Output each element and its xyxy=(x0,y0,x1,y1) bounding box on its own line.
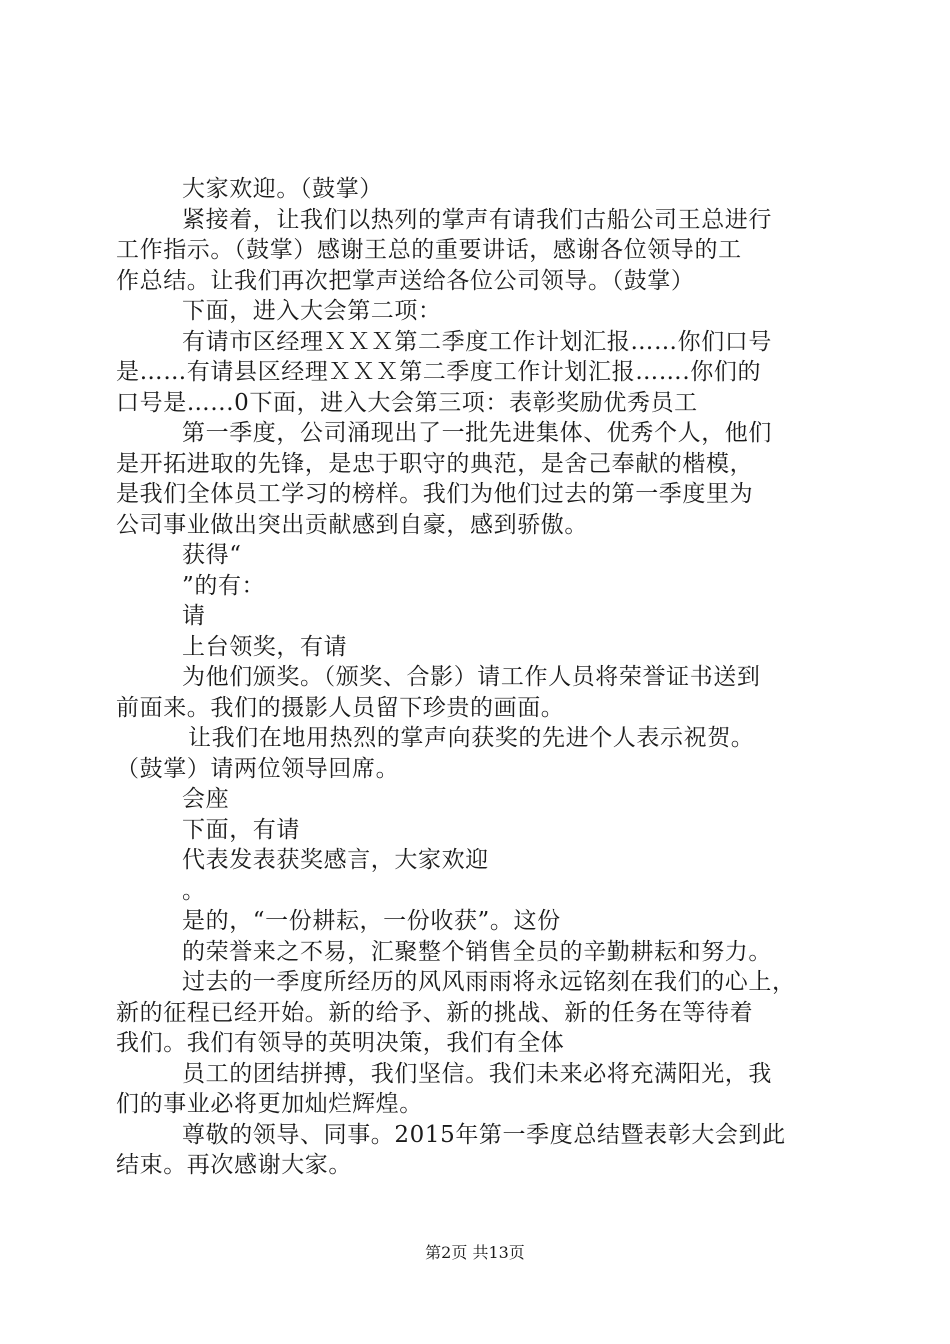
paragraph-line: 尊敬的领导、同事。2015年第一季度总结暨表彰大会到此 xyxy=(182,1121,786,1148)
paragraph-line: 过去的一季度所经历的风风雨雨将永远铭刻在我们的心上， xyxy=(182,969,796,995)
paragraph-line: 的荣誉来之不易，汇聚整个销售全员的辛勤耕耘和努力。 xyxy=(182,938,772,965)
paragraph-line: 代表发表获奖感言，大家欢迎 xyxy=(182,847,489,873)
paragraph-line: 第一季度，公司涌现出了一批先进集体、优秀个人，他们 xyxy=(182,420,772,446)
paragraph-line: 请 xyxy=(182,603,206,629)
paragraph-line: 我们。我们有领导的英明决策，我们有全体 xyxy=(116,1030,565,1056)
page-number-footer: 第2页 共13页 xyxy=(425,1243,525,1262)
paragraph-line: 大家欢迎。（鼓掌） xyxy=(182,176,383,202)
paragraph-line: 上台领奖，有请 xyxy=(182,633,348,660)
paragraph-line: 获得“ xyxy=(182,542,242,568)
document-body xyxy=(116,174,836,1181)
paragraph-line: 公司事业做出突出贡献感到自豪，感到骄傲。 xyxy=(116,511,588,538)
paragraph-line: 为他们颁奖。（颁奖、合影）请工作人员将荣誉证书送到 xyxy=(182,664,761,690)
paragraph-line: 会座 xyxy=(182,786,230,812)
paragraph-line: 口号是…...0下面，进入大会第三项：表彰奖励优秀员工 xyxy=(116,389,698,416)
paragraph-line: 是……有请县区经理ＸＸＸ第二季度工作计划汇报…….你们的 xyxy=(116,359,762,385)
paragraph-line: 前面来。我们的摄影人员留下珍贵的画面。 xyxy=(116,694,565,721)
paragraph-line: 是开拓进取的先锋，是忠于职守的典范，是舍己奉献的楷模， xyxy=(116,450,754,477)
paragraph-line: 工作指示。（鼓掌）感谢王总的重要讲话，感谢各位领导的工 xyxy=(116,237,742,263)
paragraph-line: （鼓掌）请两位领导回席。 xyxy=(116,755,400,782)
paragraph-line: 。 xyxy=(182,877,206,904)
paragraph-line: 作总结。让我们再次把掌声送给各位公司领导。（鼓掌） xyxy=(116,267,695,294)
paragraph-line: 是我们全体员工学习的榜样。我们为他们过去的第一季度里为 xyxy=(116,481,754,507)
paragraph-line: 紧接着，让我们以热列的掌声有请我们古船公司王总进行 xyxy=(182,206,772,233)
paragraph-line: 下面，进入大会第二项： xyxy=(182,298,442,324)
paragraph-line: 员工的团结拼搏，我们坚信。我们未来必将充满阳光，我 xyxy=(182,1060,772,1087)
paragraph-line: 新的征程已经开始。新的给予、新的挑战、新的任务在等待着 xyxy=(116,999,754,1026)
paragraph-line: 是的，“一份耕耘，一份收获”。这份 xyxy=(182,908,561,934)
paragraph-line: 有请市区经理ＸＸＸ第二季度工作计划汇报……你们口号 xyxy=(182,328,772,355)
paragraph-line: 让我们在地用热烈的掌声向获奖的先进个人表示祝贺。 xyxy=(188,725,755,751)
paragraph-line: 们的事业必将更加灿烂辉煌。 xyxy=(116,1091,423,1117)
paragraph-line: ”的有： xyxy=(182,572,266,599)
paragraph-line: 结束。再次感谢大家。 xyxy=(116,1152,352,1178)
paragraph-line: 下面，有请 xyxy=(182,816,300,843)
